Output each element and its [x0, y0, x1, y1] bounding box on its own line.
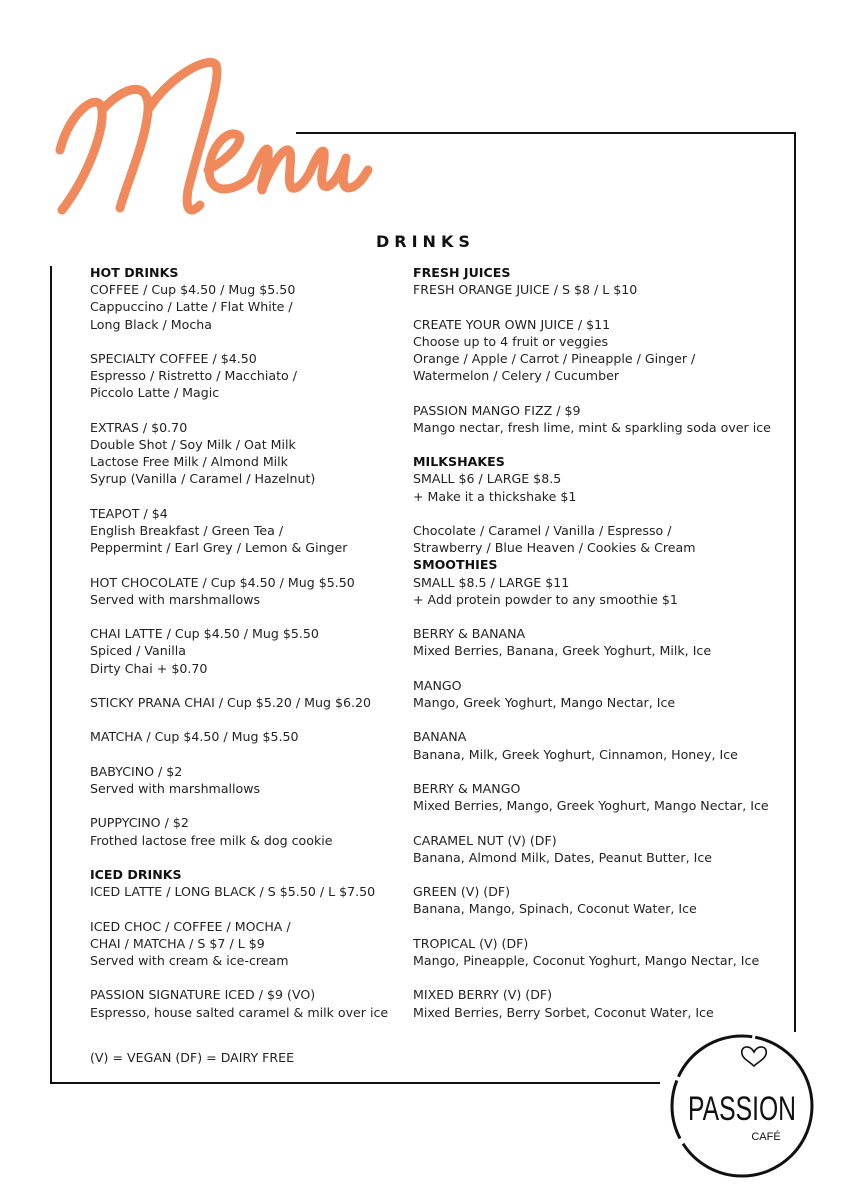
menu-block — [90, 986, 405, 1020]
menu-block — [90, 814, 405, 848]
item-name: EXTRAS / $0.70 — [90, 419, 188, 435]
menu-block — [90, 694, 405, 711]
item-line: Banana, Milk, Greek Yoghurt, Cinnamon, Honey, Ice — [413, 746, 738, 762]
item-name: STICKY PRANA CHAI / Cup $5.20 / Mug $6.20 — [90, 694, 372, 710]
passion-cafe-logo — [664, 1024, 820, 1184]
menu-block — [413, 883, 783, 917]
item-line: Banana, Almond Milk, Dates, Peanut Butter, Ice — [413, 849, 712, 865]
item-line: Choose up to 4 fruit or veggies — [413, 333, 609, 349]
item-name: CARAMEL NUT (V) (DF) — [413, 832, 557, 848]
item-line: Strawberry / Blue Heaven / Cookies & Cream — [413, 540, 696, 556]
category-heading: FRESH JUICES — [413, 265, 511, 280]
item-line: Orange / Apple / Carrot / Pineapple / Ginger / — [413, 351, 696, 366]
item-name: CREATE YOUR OWN JUICE / $11 — [413, 316, 611, 332]
item-line: Spiced / Vanilla — [90, 643, 186, 659]
item-line: COFFEE / Cup $4.50 / Mug $5.50 — [90, 282, 296, 298]
right-column — [413, 264, 783, 1038]
item-name: BERRY & MANGO — [413, 780, 521, 796]
item-line: + Add protein powder to any smoothie $1 — [413, 591, 678, 607]
menu-block — [90, 763, 405, 797]
menu-block — [90, 419, 405, 488]
left-column — [90, 264, 405, 1038]
menu-block — [413, 556, 783, 608]
category-heading: SMOOTHIES — [413, 557, 498, 573]
item-line: Mixed Berries, Berry Sorbet, Coconut Water, Ice — [413, 1004, 714, 1020]
item-name: BABYCINO / $2 — [90, 763, 183, 779]
category-heading: MILKSHAKES — [413, 454, 505, 470]
item-line: Served with marshmallows — [90, 591, 261, 607]
item-line: Cappuccino / Latte / Flat White / — [90, 299, 293, 315]
menu-block — [413, 264, 783, 298]
diet-legend: (V) = VEGAN (DF) = DAIRY FREE — [90, 1050, 295, 1065]
menu-block — [413, 453, 783, 505]
category-heading: HOT DRINKS — [90, 265, 179, 280]
item-name: MANGO — [413, 677, 462, 693]
menu-block — [413, 402, 783, 436]
item-line: SMALL $6 / LARGE $8.5 — [413, 471, 562, 487]
item-name: PUPPYCINO / $2 — [90, 815, 189, 831]
item-line: Mixed Berries, Mango, Greek Yoghurt, Mango Nectar, Ice — [413, 798, 769, 814]
svg-text:PASSION: PASSION — [688, 1090, 796, 1128]
menu-block — [90, 264, 405, 333]
item-name: PASSION SIGNATURE ICED / $9 (VO) — [90, 987, 316, 1003]
menu-block — [413, 625, 783, 659]
item-name: MATCHA / Cup $4.50 / Mug $5.50 — [90, 729, 299, 745]
item-line: English Breakfast / Green Tea / — [90, 523, 284, 538]
item-line: + Make it a thickshake $1 — [413, 488, 577, 504]
item-name: PASSION MANGO FIZZ / $9 — [413, 402, 581, 418]
frame-bottom-line — [50, 1082, 660, 1084]
item-line: Lactose Free Milk / Almond Milk — [90, 454, 288, 470]
item-line: CHAI / MATCHA / S $7 / L $9 — [90, 935, 265, 951]
svg-text:CAFÉ: CAFÉ — [751, 1131, 781, 1143]
menu-block — [90, 574, 405, 608]
item-line: Served with marshmallows — [90, 780, 261, 796]
category-heading: ICED DRINKS — [90, 866, 182, 882]
item-line: Espresso, house salted caramel & milk over ice — [90, 1004, 389, 1020]
item-name: ICED CHOC / COFFEE / MOCHA / — [90, 918, 291, 934]
item-line: Dirty Chai + $0.70 — [90, 660, 208, 676]
menu-block — [90, 350, 405, 402]
item-line: Double Shot / Soy Milk / Oat Milk — [90, 437, 296, 452]
menu-block — [413, 935, 783, 969]
item-line: Mango nectar, fresh lime, mint & sparkling soda over ice — [413, 419, 771, 435]
item-line: Piccolo Latte / Magic — [90, 385, 220, 401]
item-line: Long Black / Mocha — [90, 316, 212, 332]
menu-block — [413, 832, 783, 866]
item-line: SMALL $8.5 / LARGE $11 — [413, 574, 570, 590]
section-heading-drinks: DRINKS — [376, 232, 475, 251]
item-name: BERRY & BANANA — [413, 626, 526, 642]
item-name: TEAPOT / $4 — [90, 505, 168, 521]
frame-left-line — [50, 266, 52, 1084]
item-name: BANANA — [413, 729, 467, 745]
menu-block — [413, 780, 783, 814]
frame-right-line — [794, 132, 796, 1032]
menu-block — [90, 728, 405, 745]
heart-icon — [742, 1047, 767, 1066]
menu-block — [413, 728, 783, 762]
menu-block — [90, 625, 405, 677]
frame-top-line — [296, 132, 796, 134]
menu-block — [90, 866, 405, 900]
menu-block — [413, 316, 783, 385]
item-line: FRESH ORANGE JUICE / S $8 / L $10 — [413, 282, 638, 298]
item-name: HOT CHOCOLATE / Cup $4.50 / Mug $5.50 — [90, 574, 355, 590]
item-line: Mixed Berries, Banana, Greek Yoghurt, Milk, Ice — [413, 643, 712, 659]
item-line: Banana, Mango, Spinach, Coconut Water, Ice — [413, 901, 697, 917]
item-line: Mango, Greek Yoghurt, Mango Nectar, Ice — [413, 694, 676, 710]
menu-block — [413, 986, 783, 1020]
item-line: Watermelon / Celery / Cucumber — [413, 368, 619, 384]
menu-block — [413, 677, 783, 711]
item-line: Espresso / Ristretto / Macchiato / — [90, 368, 297, 384]
menu-block — [90, 505, 405, 557]
item-line: Peppermint / Earl Grey / Lemon & Ginger — [90, 540, 348, 556]
menu-block — [413, 522, 783, 556]
item-name: TROPICAL (V) (DF) — [413, 935, 529, 951]
item-line: Frothed lactose free milk & dog cookie — [90, 832, 333, 848]
item-line: Served with cream & ice-cream — [90, 952, 289, 968]
item-name: CHAI LATTE / Cup $4.50 / Mug $5.50 — [90, 626, 319, 642]
item-line: Mango, Pineapple, Coconut Yoghurt, Mango Nectar, Ice — [413, 952, 760, 968]
menu-block — [90, 918, 405, 970]
item-name: SPECIALTY COFFEE / $4.50 — [90, 351, 257, 366]
menu-title — [40, 40, 380, 250]
item-name: MIXED BERRY (V) (DF) — [413, 987, 553, 1003]
item-line: ICED LATTE / LONG BLACK / S $5.50 / L $7.50 — [90, 884, 376, 900]
item-name: GREEN (V) (DF) — [413, 884, 511, 900]
item-name: Chocolate / Caramel / Vanilla / Espresso / — [413, 522, 672, 538]
item-line: Syrup (Vanilla / Caramel / Hazelnut) — [90, 471, 316, 487]
